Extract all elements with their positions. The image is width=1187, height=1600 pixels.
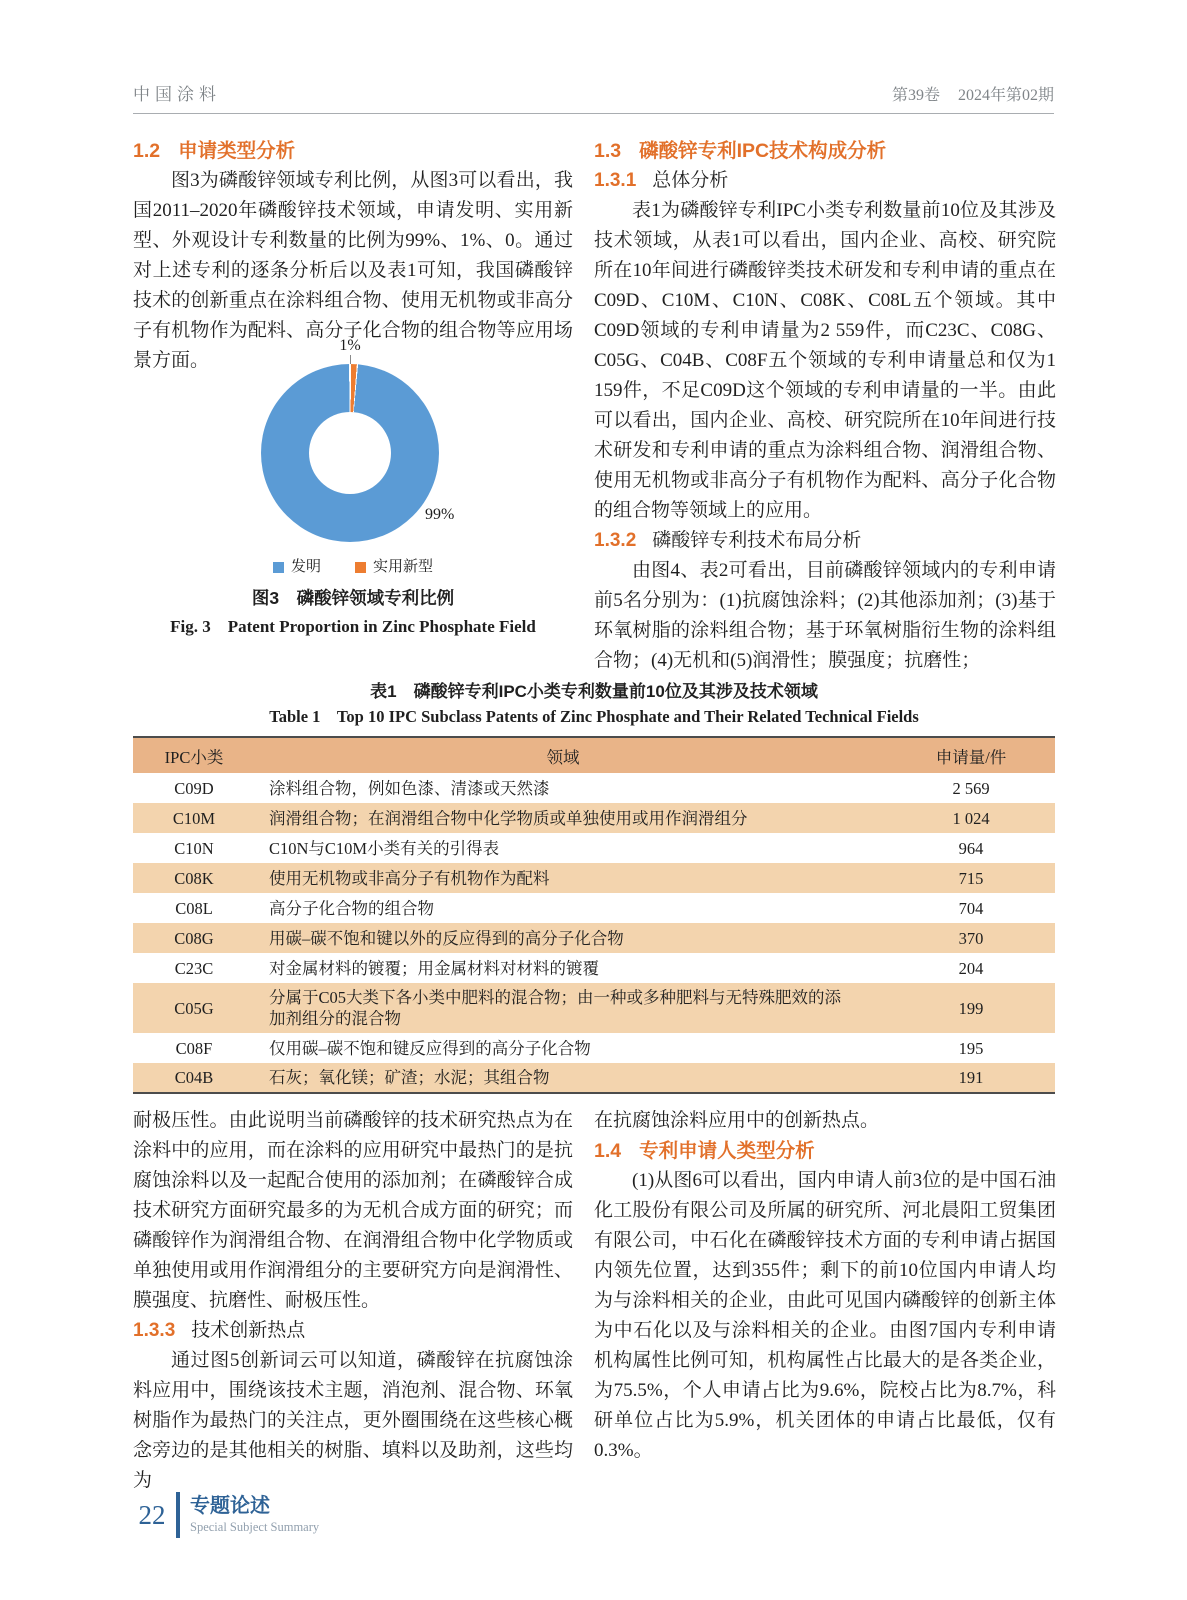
- paragraph-1-4: (1)从图6可以看出，国内申请人前3位的是中国石油化工股份有限公司及所属的研究所、河北晨阳工贸集团有限公司，中石化在磷酸锌技术方面的专利申请占据国内领先位置，达到355件；剩下的前10位国内申请人均为与涂料相关的企业，由此可见国内磷酸锌的创新主体为中石化以及与涂料相关的企业。由图7国内专利申请机构属性比例可知，机构属性占比最大的是各类企业，为75.5%，个人申请占比为9.6%，院校占比为8.7%，科研单位占比为5.9%，机关团体的申请占比最低，仅有0.3%。: [594, 1170, 1056, 1461]
- cell-field: 润滑组合物；在润滑组合物中化学物质或单独使用或用作润滑组分: [269, 808, 748, 828]
- section-heading-1-2: [133, 136, 573, 166]
- cell-field: 使用无机物或非高分子有机物作为配料: [269, 868, 550, 888]
- cell-count: 204: [958, 958, 984, 978]
- section-title: 专利申请人类型分析: [639, 1140, 815, 1162]
- cell-field: 高分子化合物的组合物: [269, 898, 434, 918]
- legend-label: 发明: [290, 559, 321, 575]
- cell-field: 仅用碳–碳不饱和键反应得到的高分子化合物: [269, 1038, 591, 1058]
- section-title: 申请类型分析: [178, 140, 296, 162]
- ipc-table: [133, 736, 1055, 1094]
- subsection-heading-1-3-2: [594, 526, 1056, 556]
- cell-field: 石灰；氧化镁；矿渣；水泥；其组合物: [269, 1068, 550, 1087]
- section-heading-1-4: [594, 1136, 1056, 1166]
- cell-ipc: C09D: [174, 778, 214, 798]
- donut-label-major: 99%: [425, 506, 455, 523]
- table-header: [133, 737, 1055, 773]
- legend-item-utility-model: [355, 558, 433, 576]
- table-caption-zh: 表1 磷酸锌专利IPC小类专利数量前10位及其涉及技术领域: [370, 682, 818, 701]
- cell-field: 对金属材料的镀覆；用金属材料对材料的镀覆: [269, 958, 599, 978]
- column-right-top: [594, 136, 1056, 676]
- table-row: [133, 1063, 1055, 1093]
- paragraph-1-3-2: 由图4、表2可看出，目前磷酸锌领域内的专利申请前5名分别为：(1)抗腐蚀涂料；(2)其他添加剂；(3)基于环氧树脂的涂料组合物；基于环氧树脂衍生物的涂料组合物；(4)无机和(5)润滑性；膜强度；抗磨性；: [594, 560, 1056, 671]
- figure-legend: [133, 558, 573, 576]
- cell-field: 用碳–碳不饱和键以外的反应得到的高分子化合物: [269, 928, 624, 948]
- subsection-number: 1.3.3: [133, 1320, 176, 1341]
- table-row: [133, 923, 1055, 953]
- section-number: 1.2: [133, 140, 161, 162]
- page-number: 22: [138, 1499, 166, 1530]
- paragraph-continuation-right: 在抗腐蚀涂料应用中的创新热点。: [594, 1110, 880, 1131]
- figure-3: [133, 336, 573, 642]
- column-left-bottom: [133, 1106, 573, 1496]
- table-body: [133, 773, 1055, 1093]
- footer-column-zh: 专题论述: [190, 1495, 270, 1517]
- cell-ipc: C08G: [174, 928, 214, 948]
- subsection-title: 技术创新热点: [191, 1320, 306, 1341]
- column-header-field: 领域: [546, 747, 580, 767]
- cell-field: C10N与C10M小类有关的引得表: [269, 838, 500, 858]
- paragraph-1-3-3: 通过图5创新词云可以知道，磷酸锌在抗腐蚀涂料应用中，围绕该技术主题，消泡剂、混合物、环氧树脂作为最热门的关注点，更外圈围绕在这些核心概念旁边的是其他相关的树脂、填料以及助剂，这些均为: [133, 1350, 573, 1491]
- cell-ipc: C05G: [174, 998, 214, 1018]
- cell-count: 191: [958, 1068, 984, 1087]
- table-1-block: [133, 680, 1055, 1094]
- table-row: [133, 893, 1055, 923]
- column-header-count: 申请量/件: [935, 747, 1007, 767]
- cell-ipc: C23C: [174, 958, 214, 978]
- table-row: [133, 773, 1055, 803]
- table-row: [133, 983, 1055, 1033]
- subsection-heading-1-3-1: [594, 166, 1056, 196]
- legend-swatch-blue-icon: [273, 562, 284, 573]
- journal-name: 中国涂料: [133, 85, 221, 104]
- subsection-title: 磷酸锌专利技术布局分析: [652, 530, 862, 551]
- subsection-number: 1.3.1: [594, 170, 637, 191]
- donut-hole: [309, 412, 391, 494]
- cell-count: 195: [958, 1038, 984, 1058]
- section-number: 1.3: [594, 140, 622, 162]
- cell-ipc: C10N: [174, 838, 214, 858]
- cell-count: 1 024: [952, 808, 990, 828]
- section-title: 磷酸锌专利IPC技术构成分析: [639, 140, 887, 162]
- section-heading-1-3: [594, 136, 1056, 166]
- donut-label-minor: 1%: [339, 337, 361, 354]
- column-right-bottom: [594, 1106, 1056, 1466]
- cell-ipc: C08L: [175, 898, 213, 918]
- cell-ipc: C04B: [174, 1068, 214, 1087]
- cell-ipc: C08F: [175, 1038, 213, 1058]
- table-row: [133, 863, 1055, 893]
- legend-label: 实用新型: [373, 559, 434, 575]
- subsection-number: 1.3.2: [594, 530, 637, 551]
- paragraph-1-3-1: 表1为磷酸锌专利IPC小类专利数量前10位及其涉及技术领域，从表1可以看出，国内企业、高校、研究院所在10年间进行磷酸锌类技术研发和专利申请的重点在C09D、C10M、C10N、C08K、C08L五个领域。其中C09D领域的专利申请量为2 559件，而C23C、C08G、C05G、C04B、C08F五个领域的专利申请量总和仅为1 159件，不足C09D这个领域的专利申请量的一半。由此可以看出，国内企业、高校、研究院所在10年间进行技术研发和专利申请的重点为涂料组合物、润滑组合物、使用无机物或非高分子有机物作为配料、高分子化合物的组合物等领域上的应用。: [594, 200, 1056, 521]
- cell-count: 199: [958, 998, 984, 1018]
- cell-field: 分属于C05大类下各小类中肥料的混合物；由一种或多种肥料与无特殊肥效的添加剂组分的混合物: [269, 988, 842, 1028]
- volume-issue: [878, 82, 1054, 105]
- cell-count: 2 569: [952, 778, 990, 798]
- table-row: [133, 833, 1055, 863]
- cell-count: 370: [958, 928, 984, 948]
- table-row: [133, 803, 1055, 833]
- footer-column-block: [190, 1494, 319, 1536]
- figure-caption-en: Fig. 3 Patent Proportion in Zinc Phosphate Field: [170, 617, 536, 636]
- footer-divider-bar: [176, 1492, 180, 1538]
- footer-column-en: Special Subject Summary: [190, 1520, 320, 1534]
- legend-item-invention: [273, 558, 321, 576]
- paragraph-1-2: 图3为磷酸锌领域专利比例，从图3可以看出，我国2011–2020年磷酸锌技术领域，申请发明、实用新型、外观设计专利数量的比例为99%、1%、0。通过对上述专利的逐条分析后以及表1可知，我国磷酸锌技术的创新重点在涂料组合物、使用无机物或非高分子有机物作为配料、高分子化合物的组合物等应用场景方面。: [133, 170, 573, 371]
- table-row: [133, 1033, 1055, 1063]
- page-header: [133, 80, 1054, 114]
- cell-field: 涂料组合物，例如色漆、清漆或天然漆: [269, 778, 550, 798]
- subsection-heading-1-3-3: [133, 1316, 573, 1346]
- volume: 第39卷: [891, 87, 940, 104]
- column-header-ipc: IPC小类: [164, 747, 224, 767]
- legend-swatch-orange-icon: [355, 562, 366, 573]
- page-footer: [130, 1492, 319, 1538]
- section-number: 1.4: [594, 1140, 622, 1162]
- subsection-title: 总体分析: [652, 170, 729, 191]
- cell-count: 715: [958, 868, 984, 888]
- issue-number: 2024年第02期: [957, 87, 1054, 104]
- table-header-row: [133, 737, 1055, 773]
- figure-caption-zh: 图3 磷酸锌领域专利比例: [251, 588, 455, 608]
- cell-ipc: C10M: [172, 808, 216, 828]
- table-row: [133, 953, 1055, 983]
- table-caption-en: Table 1 Top 10 IPC Subclass Patents of Zinc Phosphate and Their Related Technical Fields: [269, 707, 919, 726]
- cell-count: 964: [958, 838, 984, 858]
- paragraph-continuation-left: 耐极压性。由此说明当前磷酸锌的技术研究热点为在涂料中的应用，而在涂料的应用研究中最热门的是抗腐蚀涂料以及一起配合使用的添加剂；在磷酸锌合成技术研究方面研究最多的为无机合成方面的研究；而磷酸锌作为润滑组合物、在润滑组合物中化学物质或单独使用或用作润滑组分的主要研究方向是润滑性、膜强度、抗磨性、耐极压性。: [133, 1110, 573, 1311]
- cell-count: 704: [958, 898, 984, 918]
- cell-ipc: C08K: [174, 868, 214, 888]
- column-left-top: [133, 136, 573, 656]
- donut-chart: [261, 364, 439, 542]
